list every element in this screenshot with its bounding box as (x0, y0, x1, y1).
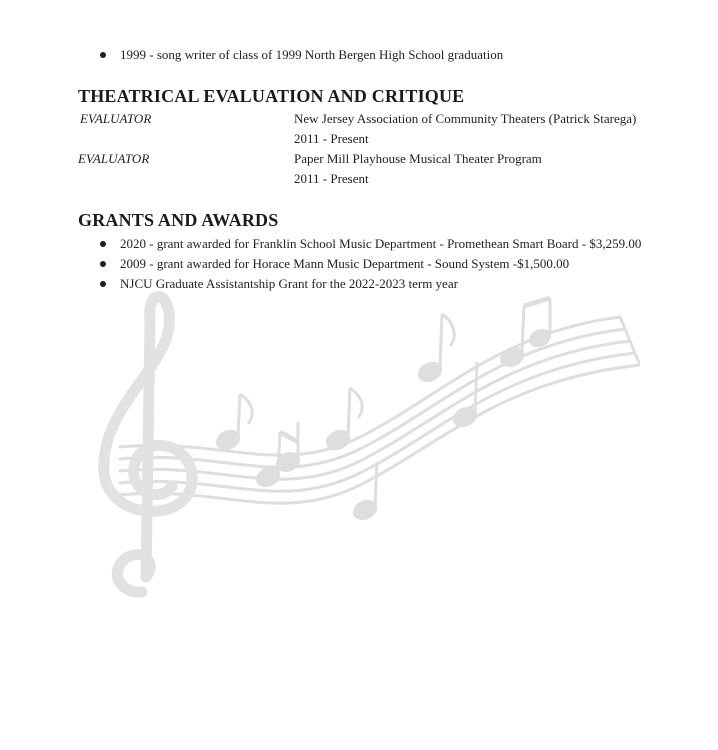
grant-item: 2009 - grant awarded for Horace Mann Music Department - Sound System -$1,500.00 (120, 256, 570, 271)
entry-organization: New Jersey Association of Community Theaters (Patrick Starega) (294, 111, 637, 126)
grant-item: NJCU Graduate Assistantship Grant for the 2022-2023 term year (120, 276, 458, 291)
entry-organization: Paper Mill Playhouse Musical Theater Program (294, 151, 542, 166)
music-staff-watermark-icon (80, 262, 640, 602)
entry-role: EVALUATOR (80, 111, 152, 126)
grant-item: 2020 - grant awarded for Franklin School Music Department - Promethean Smart Board - $3,259.00 (120, 236, 642, 251)
entry-dates: 2011 - Present (294, 131, 369, 146)
bullet-icon (100, 241, 106, 247)
bullet-icon (100, 281, 106, 287)
section-heading-grants: GRANTS AND AWARDS (78, 210, 279, 230)
song-writer-item: 1999 - song writer of class of 1999 North Bergen High School graduation (120, 47, 504, 62)
bullet-icon (100, 261, 106, 267)
bullet-icon (100, 52, 106, 58)
entry-dates: 2011 - Present (294, 171, 369, 186)
entry-role: EVALUATOR (78, 151, 150, 166)
section-heading-theatrical: THEATRICAL EVALUATION AND CRITIQUE (78, 86, 465, 106)
